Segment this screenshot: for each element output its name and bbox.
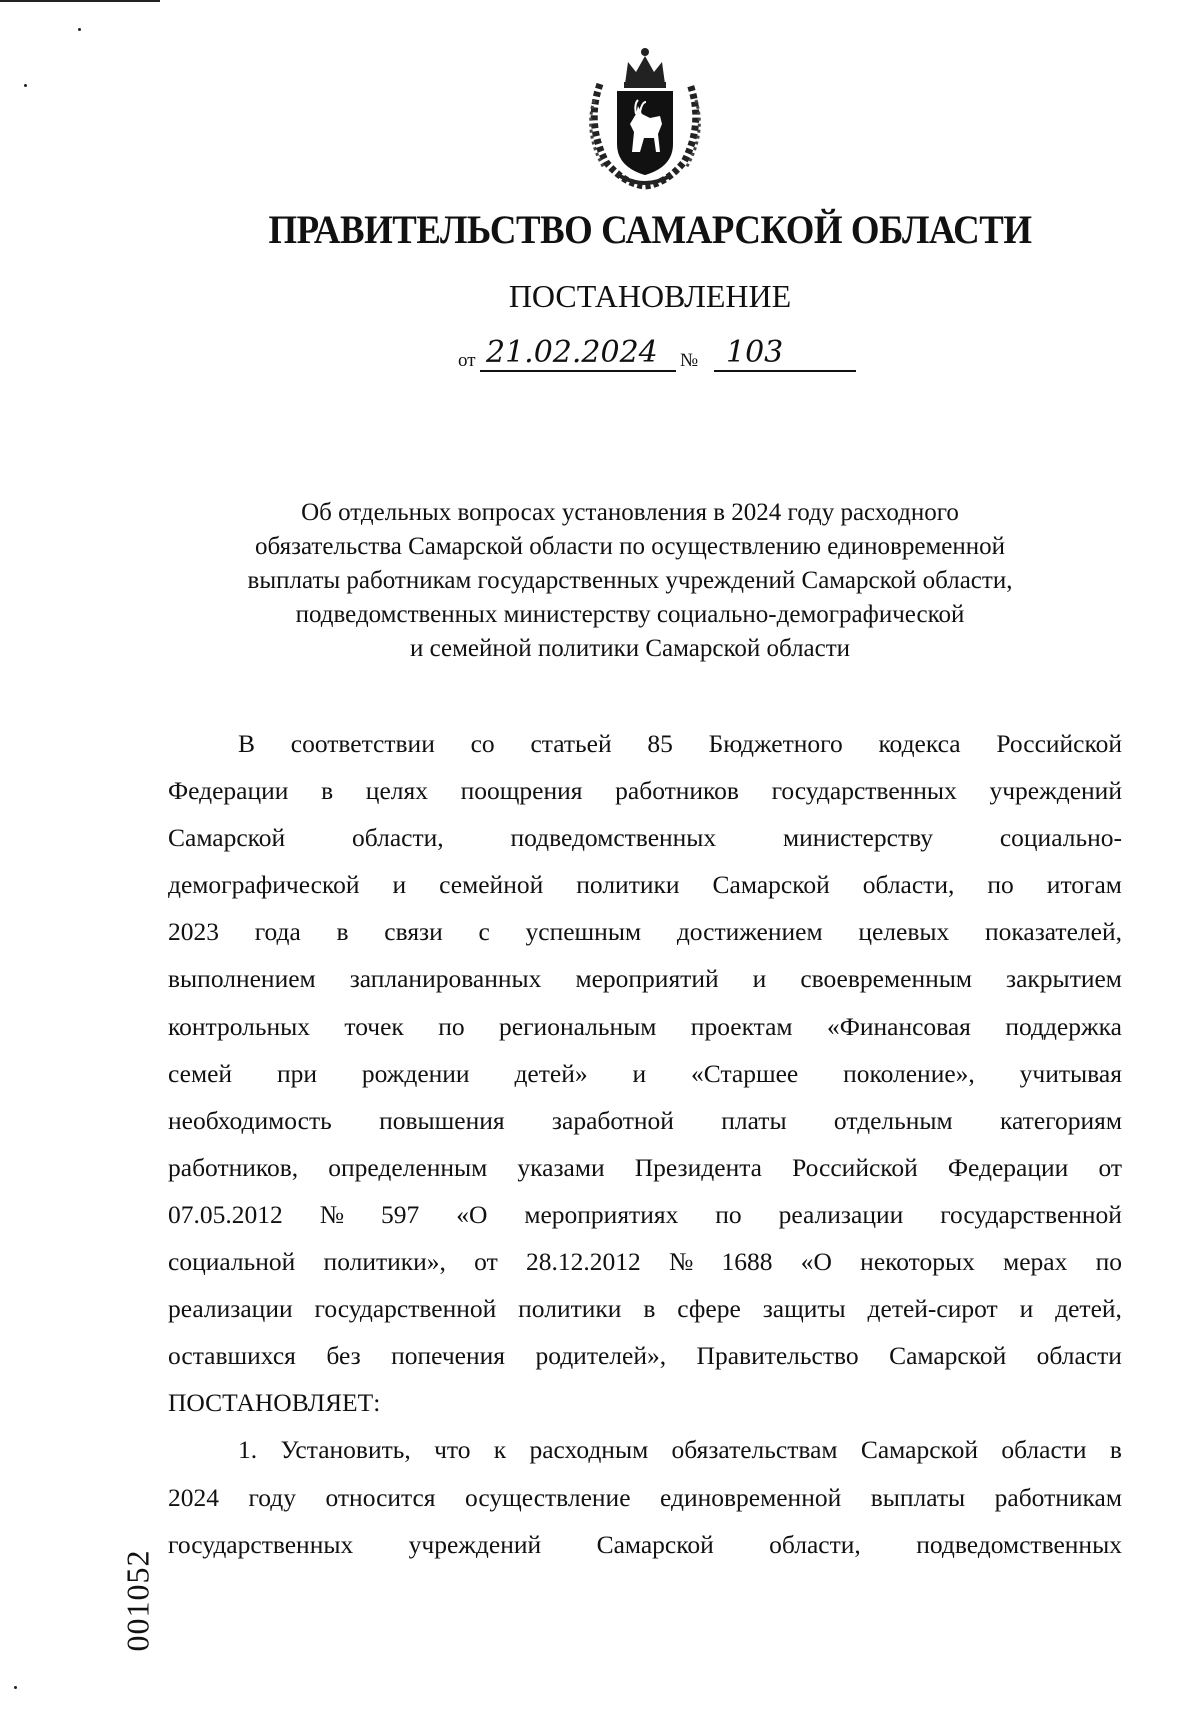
date-number-line [458,336,858,376]
body-word: в [643,1294,656,1324]
body-line [168,1003,1122,1050]
body-word: защиты [762,1294,846,1324]
body-word: при [276,1058,317,1088]
body-word: детей-сирот [867,1294,998,1324]
body-line [168,1238,1122,1285]
body-word: государственной [940,1199,1122,1229]
body-line [168,1332,1122,1379]
body-word: кодекса [878,729,961,758]
scan-artifact [14,1686,17,1689]
body-word: что [434,1435,471,1465]
body-line [168,1191,1122,1238]
body-word: демографической [168,870,360,900]
body-word: поколение», [843,1058,975,1088]
body-word: закрытием [1006,964,1122,994]
body-word: году [248,1482,297,1512]
body-word: и [392,870,407,900]
body-word: связи [384,917,443,947]
body-word: показателей, [984,917,1122,947]
body-word: социальной [168,1247,296,1277]
body-word: контрольных [168,1011,310,1041]
body-word: Российской [792,1152,918,1182]
body-word: осуществление [465,1482,631,1512]
body-word: родителей», [535,1341,667,1371]
organization-title: ПРАВИТЕЛЬСТВО САМАРСКОЙ ОБЛАСТИ [268,207,1032,252]
body-word: проектам [690,1011,793,1041]
document-subject [150,496,1110,666]
body-word: министерству [783,823,934,853]
body-line [168,1426,1122,1473]
body-word: поддержка [1005,1011,1122,1041]
body-word: от [1098,1152,1122,1182]
body-word: в [321,776,334,806]
body-word: «Старшее [691,1058,799,1088]
body-line [168,1097,1122,1144]
body-word: области [1001,1435,1087,1465]
body-word: необходимость [168,1105,332,1135]
registration-number: 001052 [119,1549,156,1652]
body-word: государственной [314,1294,497,1324]
body-word: целевых [858,917,950,947]
body-word: детей» [514,1058,588,1088]
body-word: В [238,729,256,758]
body-word: учитывая [1019,1058,1122,1088]
body-line [168,1050,1122,1097]
body-word: мерах [1003,1247,1068,1277]
body-word: Установить, [280,1435,411,1465]
scan-artifact [78,28,81,31]
body-word: Самарской [889,1341,1007,1371]
body-word: обязательствам [671,1435,838,1465]
body-word: работников [615,776,739,806]
subject-line: и семейной политики Самарской области [409,635,851,662]
body-word: с [478,917,490,947]
registration-number-stamp [120,1508,154,1688]
body-word: оставшихся [168,1341,296,1371]
samara-coat-of-arms-icon [580,44,710,192]
body-word: определенным [328,1152,488,1182]
body-line [168,1144,1122,1191]
body-word: попечения [391,1341,505,1371]
body-word: учреждений [408,1529,542,1559]
body-word: политики [576,870,680,900]
body-word: от [474,1247,498,1277]
body-word: Бюджетного [708,729,843,758]
body-word: достижением [676,917,823,947]
body-word: 07.05.2012 [168,1199,283,1229]
body-word: Самарской [596,1529,714,1559]
body-line [168,1285,1122,1332]
body-word: работникам [994,1482,1122,1512]
body-word: некоторых [860,1247,975,1277]
document-date: 21.02.2024 [480,336,676,372]
body-word: года [254,917,301,947]
body-line [168,955,1122,1002]
document-type: ПОСТАНОВЛЕНИЕ [508,278,792,314]
body-word: мероприятий [575,964,719,994]
body-line [168,1521,1122,1568]
body-word: без [326,1341,361,1371]
body-word: государственных [168,1529,354,1559]
document-number: 103 [714,336,856,372]
body-word: 1688 [721,1247,773,1277]
body-word: и [632,1058,647,1088]
body-word: категориям [1000,1105,1122,1135]
body-word: сфере [677,1294,741,1324]
body-word: в [1109,1435,1122,1465]
body-word: выплаты [870,1482,966,1512]
body-word: Самарской [712,870,830,900]
body-word: № [668,1247,694,1277]
body-word: социально- [999,823,1122,853]
body-word: области, [352,823,444,853]
body-word: «О [456,1199,488,1229]
body-line [168,720,1122,767]
body-word: области, [769,1529,861,1559]
body-word: Федерации [947,1152,1069,1182]
subject-line: выплаты работникам государственных учреждений Самарской области, [247,567,1013,594]
body-word: Самарской [860,1435,979,1465]
body-word: 85 [647,729,673,758]
number-sign: № [680,350,699,371]
body-word: области, [862,870,955,900]
body-word: статьей [530,729,612,758]
body-word: успешным [525,917,642,947]
body-word: Самарской [168,823,286,853]
body-word: запланированных [349,964,542,994]
body-line [168,814,1122,861]
body-word: и [752,964,767,994]
body-word: учреждений [989,776,1122,806]
body-word: детей, [1055,1294,1122,1324]
body-word: 28.12.2012 [525,1247,641,1277]
body-word: работников, [168,1152,299,1182]
body-word: семей [168,1058,233,1088]
body-word: подведомственных [510,823,717,853]
body-word: реализации [778,1199,904,1229]
body-word: относится [325,1482,436,1512]
body-word: государственных [771,776,957,806]
body-word: по [1095,1247,1122,1277]
body-word: 2023 [168,917,219,947]
body-word: 597 [381,1199,420,1229]
subject-line: Об отдельных вопросах установления в 2024 году расходного [301,499,959,526]
scan-artifact [0,0,160,2]
body-word: повышения [379,1105,505,1135]
body-word: в [336,917,349,947]
body-line [168,1474,1122,1521]
body-word: по [715,1199,742,1229]
body-word: региональным [499,1011,657,1041]
body-word: своевременным [800,964,973,994]
subject-line: обязательства Самарской области по осуществлению единовременной [254,533,1006,560]
body-word: указами [517,1152,605,1182]
body-word: № [319,1199,345,1229]
body-word: со [470,729,495,758]
body-word: области [1036,1341,1122,1371]
body-word: расходным [529,1435,649,1465]
body-word: к [493,1435,507,1465]
body-word: 1. [238,1435,258,1465]
body-word: Правительство [696,1341,859,1371]
body-word: выполнением [168,964,316,994]
body-line [168,767,1122,814]
body-word: Президента [634,1152,762,1182]
body-word: политики [518,1294,622,1324]
body-word: 2024 [168,1482,219,1512]
scan-artifact [24,84,27,87]
body-line [168,861,1122,908]
body-word: рождении [361,1058,470,1088]
body-word: отдельным [833,1105,953,1135]
body-word: целях [365,776,428,806]
body-word: поощрения [460,776,583,806]
date-prefix: от [458,350,476,371]
body-word: «О [800,1247,832,1277]
body-word: реализации [168,1294,293,1324]
body-word: подведомственных [916,1529,1122,1559]
body-word: политики», [323,1247,446,1277]
body-word: точек [344,1011,404,1041]
body-word: по [987,870,1014,900]
body-word: Федерации [168,776,289,806]
body-word: и [1019,1294,1034,1324]
body-word: семейной [439,870,544,900]
document-body [168,720,1122,1568]
subject-line: подведомственных министерству социально-демографической [295,601,965,628]
body-word: итогам [1046,870,1122,900]
body-word: платы [721,1105,787,1135]
body-word: Российской [996,729,1122,758]
body-line-resolves: ПОСТАНОВЛЯЕТ: [168,1388,381,1418]
body-word: «Финансовая [826,1011,971,1041]
body-word: по [438,1011,465,1041]
body-word: заработной [551,1105,674,1135]
body-word: мероприятиях [524,1199,679,1229]
body-word: единовременной [659,1482,842,1512]
body-word: соответствии [290,729,435,758]
body-line [168,908,1122,955]
